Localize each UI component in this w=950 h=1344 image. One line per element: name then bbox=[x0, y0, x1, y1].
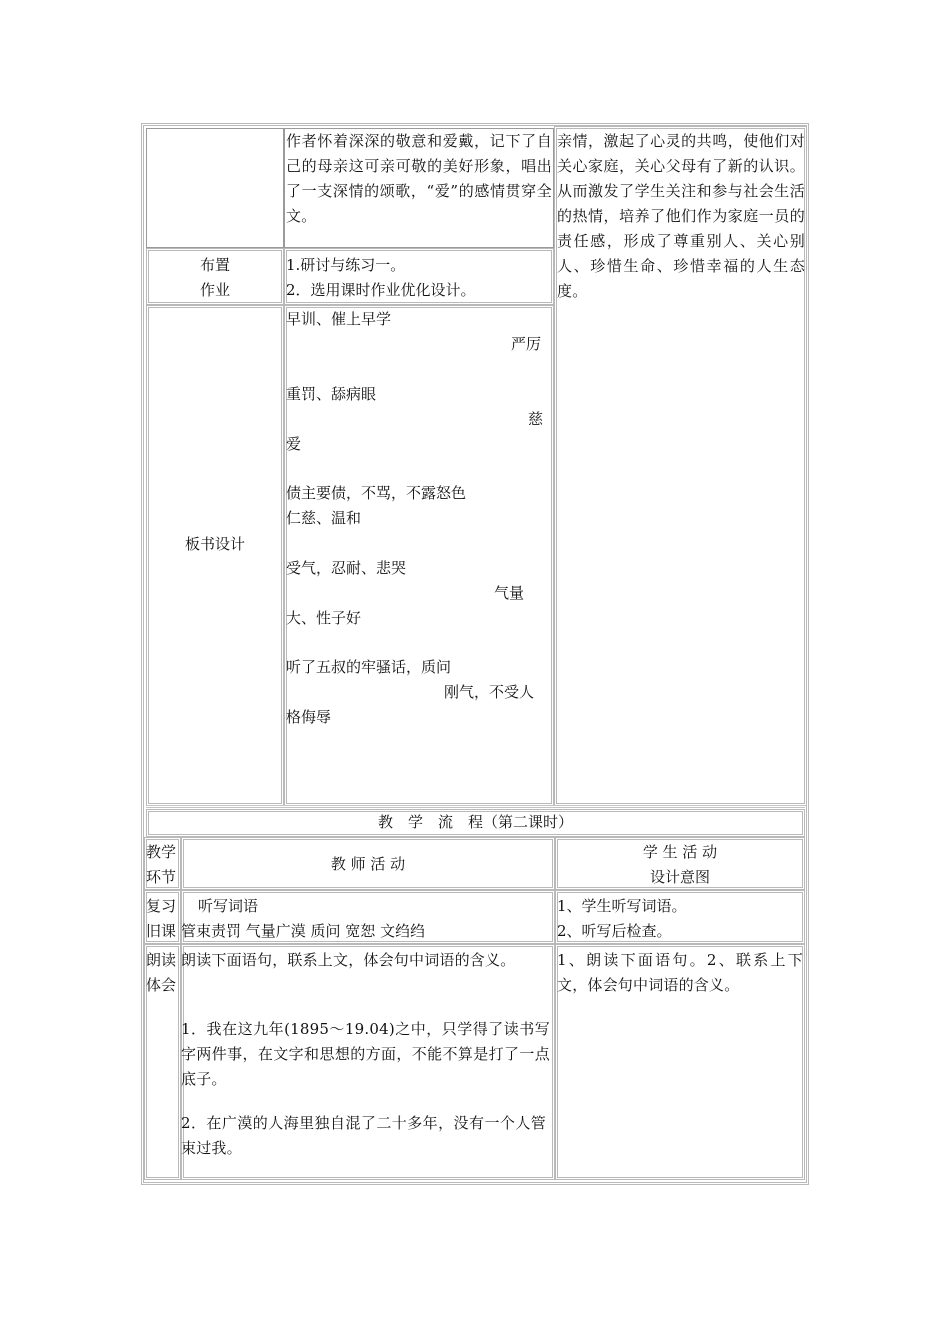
reading-stage-line2: 体会 bbox=[146, 976, 177, 994]
review-student-line2: 2、听写后检查。 bbox=[557, 922, 672, 940]
board-line: 债主要债，不骂，不露怒色 bbox=[286, 484, 467, 502]
header-student-line2: 设计意图 bbox=[649, 868, 710, 886]
board-line: 受气，忍耐、悲哭 bbox=[286, 559, 407, 577]
review-teacher-line1: 听写词语 bbox=[183, 897, 259, 915]
header-teacher: 教 师 活 动 bbox=[330, 855, 406, 873]
intent-paragraph: 亲情，激起了心灵的共鸣，使他们对关心家庭，关心父母有了新的认识。从而激发了学生关注和参与社会生活的热情，培养了他们作为家庭一员的责任感，形成了尊重别人、关心别人、珍惜生命、珍惜幸福的人生态度。 bbox=[557, 132, 805, 300]
board-line: 气量 bbox=[494, 584, 525, 602]
flow-title: 教 学 流 程（第二课时） bbox=[377, 813, 573, 831]
board-line: 爱 bbox=[286, 435, 302, 453]
board-line: 大、性子好 bbox=[286, 609, 362, 627]
reading-teacher-intro: 朗读下面语句，联系上文，体会句中词语的含义。 bbox=[181, 951, 516, 969]
header-student-line1: 学 生 活 动 bbox=[642, 843, 718, 861]
board-label: 板书设计 bbox=[184, 535, 245, 553]
board-line: 听了五叔的牢骚话，质问 bbox=[286, 658, 452, 676]
board-line: 重罚、舔病眼 bbox=[286, 385, 377, 403]
reading-sentence-1: 1．我在这九年(1895～19.04)之中，只学得了读书写字两件事，在文字和思想的方面，不能不算是打了一点底子。 bbox=[181, 1020, 550, 1088]
label-cell-top bbox=[146, 128, 284, 248]
homework-item-1: 1.研讨与练习一。 bbox=[286, 256, 406, 274]
reading-stage-line1: 朗读 bbox=[146, 951, 177, 969]
homework-label-line2: 作业 bbox=[199, 281, 230, 299]
review-stage-line2: 旧课 bbox=[146, 922, 177, 940]
reading-sentence-2: 2．在广漠的人海里独自混了二十多年，没有一个人管束过我。 bbox=[181, 1114, 546, 1157]
board-line: 仁慈、温和 bbox=[286, 509, 362, 527]
review-stage-line1: 复习 bbox=[146, 897, 177, 915]
reading-student: 1、朗读下面语句。2、联系上下文，体会句中词语的含义。 bbox=[557, 951, 803, 994]
board-line: 刚气，不受人 bbox=[444, 683, 535, 701]
board-line: 慈 bbox=[528, 410, 544, 428]
board-line: 早训、催上早学 bbox=[286, 310, 392, 328]
homework-item-2: 2．选用课时作业优化设计。 bbox=[286, 281, 476, 299]
header-stage-line2: 环节 bbox=[146, 868, 177, 886]
homework-label-line1: 布置 bbox=[199, 256, 230, 274]
section-divider bbox=[146, 805, 805, 808]
intro-paragraph: 作者怀着深深的敬意和爱戴，记下了自己的母亲这可亲可敬的美好形象，唱出了一支深情的颂歌，“爱”的感情贯穿全文。 bbox=[286, 132, 552, 225]
board-line: 格侮辱 bbox=[286, 708, 332, 726]
review-student-line1: 1、学生听写词语。 bbox=[557, 897, 687, 915]
review-teacher-line2: 管束责罚 气量广漠 质问 宽恕 文绉绉 bbox=[181, 922, 426, 940]
board-line: 严厉 bbox=[511, 335, 542, 353]
header-stage-line1: 教学 bbox=[146, 843, 177, 861]
